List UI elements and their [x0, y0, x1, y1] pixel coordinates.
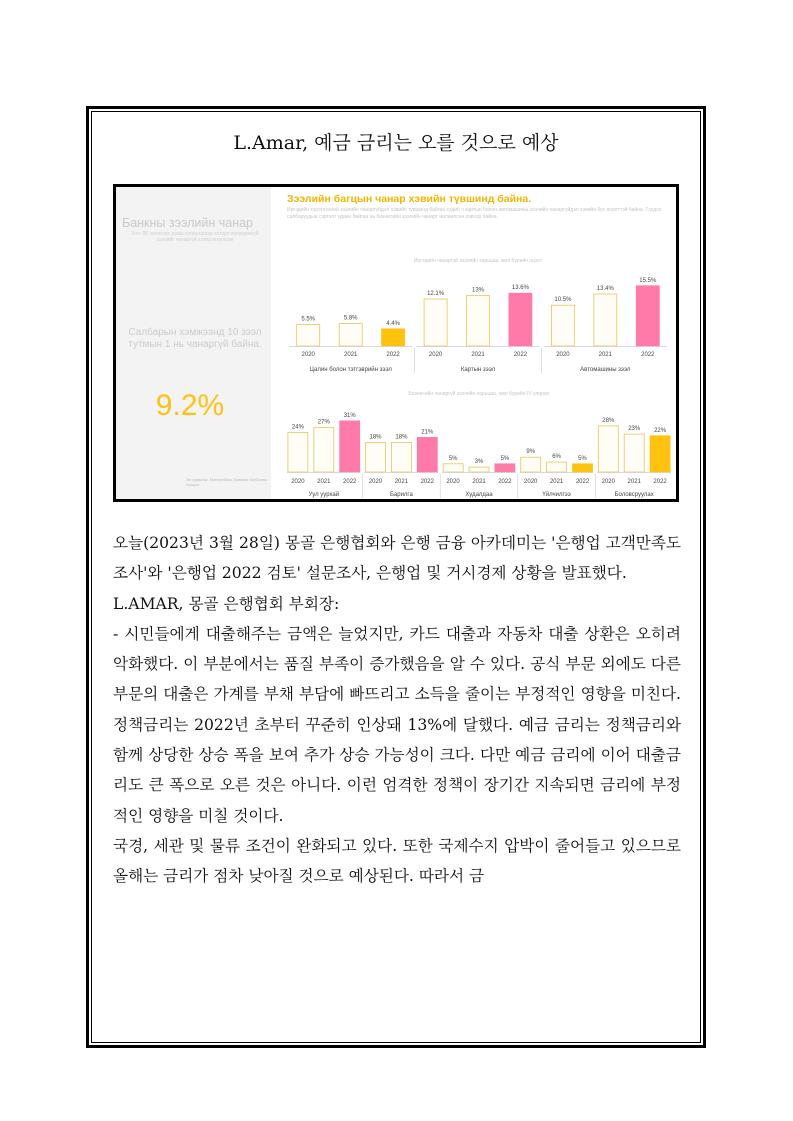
bar-data-label: 13% — [471, 287, 485, 294]
left-panel-subheading: Хэч: 90 хоногоос дээш хугацаагаар хэтэрч төлөгдөөгүй зээлийг чанаргүй зээлд ангилсан — [131, 231, 259, 243]
bar — [366, 442, 386, 472]
infographic-figure — [113, 184, 679, 502]
group-label: Картын зээл — [460, 367, 496, 373]
bar-category-label: 2020 — [291, 479, 305, 485]
chart-title: Бизнесийн чанаргүй зээлийн харьцаа, жил бүрийн IV улирал — [408, 391, 550, 397]
bar-category-label: 2021 — [549, 479, 564, 485]
right-panel-description-box — [287, 207, 673, 243]
bar-data-label: 3% — [474, 459, 484, 466]
bar — [547, 462, 567, 472]
left-panel-statement: Салбарын хэмжээнд 10 зээл тутмын 1 нь чанаргүй байна. — [128, 327, 262, 350]
bar-data-label: 28% — [602, 417, 615, 424]
bar — [297, 325, 320, 346]
bar — [594, 294, 617, 346]
right-panel-headline: Зээлийн багцын чанар хэвийн түвшинд байна. — [287, 193, 532, 205]
bar-data-label: 15.5% — [639, 277, 657, 284]
bar-data-label: 10.5% — [554, 297, 572, 304]
bar-data-label: 5.8% — [343, 315, 358, 322]
bar-data-label: 24% — [291, 424, 304, 431]
bar-category-label: 2021 — [471, 352, 485, 358]
article-paragraph: - 시민들에게 대출해주는 금액은 늘었지만, 카드 대출과 자동차 대출 상환은 오히려 악화했다. 이 부분에서는 품질 부족이 증가했음을 알 수 있다. 공식 부문 외에도 다른 부문의 대출은 가계를 부채 부담에 빠뜨리고 소득을 줄이는 부정적인 영향을 미친다. 정책금리는 2022년 초부터 꾸준히 인상돼 13%에 달했다. 예금 금리는 정책금리와 함께 상당한 상승 폭을 보여 추가 상승 가능성이 크다. 다만 예금 금리에 이어 대출금리도 큰 폭으로 오른 것은 아니다. 이런 엄격한 정책이 장기간 지속되면 금리에 부정적인 영향을 미칠 것이다. — [113, 624, 681, 825]
bar-data-label: 12.1% — [427, 291, 445, 297]
bar — [467, 296, 490, 347]
bar-data-label: 31% — [343, 412, 356, 419]
bar — [650, 436, 670, 472]
bar-data-label: 18% — [369, 434, 382, 441]
bar-data-label: 5.5% — [301, 316, 316, 323]
bar-data-label: 5% — [448, 455, 458, 462]
bar-category-label: 2021 — [394, 479, 409, 485]
bar — [288, 433, 308, 473]
bar-data-label: 23% — [628, 426, 641, 433]
bar-category-label: 2022 — [575, 479, 590, 485]
bar-category-label: 2020 — [601, 479, 615, 485]
group-label: Үйлчилгээ — [542, 492, 571, 498]
article-paragraph: 오늘(2023년 3월 28일) 몽골 은행협회와 은행 금융 아카데미는 '은행업 고객만족도 조사'와 '은행업 2022 검토' 설문조사, 은행업 및 거시경제 상황을 발표했다. — [113, 534, 681, 583]
bar-data-label: 4.4% — [386, 320, 400, 327]
bar-category-label: 2021 — [472, 479, 486, 485]
bar-category-label: 2022 — [343, 479, 357, 485]
bar — [314, 428, 334, 473]
bar-category-label: 2020 — [446, 479, 460, 485]
left-panel-subheading-box — [122, 231, 268, 259]
bar-data-label: 13.6% — [511, 285, 529, 292]
bar-data-label: 5% — [578, 455, 587, 462]
bar-data-label: 6% — [552, 454, 561, 461]
bar — [339, 324, 362, 347]
bar-category-label: 2022 — [386, 352, 400, 358]
bar-category-label: 2021 — [598, 352, 612, 358]
bar — [509, 293, 532, 346]
bar — [636, 286, 659, 346]
bar-data-label: 9% — [526, 449, 536, 456]
left-panel-source-box — [186, 477, 270, 495]
bar-data-label: 13.4% — [596, 286, 614, 292]
infographic-svg — [116, 187, 676, 499]
bar-category-label: 2021 — [317, 479, 331, 485]
bar-category-label: 2021 — [344, 352, 358, 358]
bar — [495, 464, 515, 472]
article-paragraph: L.AMAR, 몽골 은행협회 부회장: — [113, 594, 340, 613]
bar — [417, 437, 437, 472]
bar-category-label: 2022 — [420, 479, 434, 485]
group-label: Худалдаа — [465, 492, 493, 498]
bar — [551, 305, 574, 346]
bar-data-label: 18% — [395, 434, 408, 441]
bar — [598, 426, 618, 472]
bar-data-label: 5% — [500, 455, 510, 462]
bar-data-label: 27% — [317, 419, 330, 426]
group-label: Уул уурхай — [308, 492, 340, 498]
group-label: Автомашины зээл — [580, 367, 631, 373]
bar-category-label: 2020 — [428, 352, 443, 358]
bar-category-label: 2021 — [627, 479, 641, 485]
page-title: L.Amar, 예금 금리는 오를 것으로 예상 — [233, 132, 559, 154]
group-label: Боловсруулах — [614, 492, 654, 498]
bar — [469, 467, 489, 472]
bar — [443, 464, 463, 472]
bar-category-label: 2022 — [498, 479, 512, 485]
left-panel-heading: Банкны зээлийн чанар — [122, 216, 254, 230]
bar-data-label: 22% — [654, 427, 667, 434]
article-body — [113, 528, 681, 892]
bar — [340, 421, 360, 472]
bar-category-label: 2020 — [368, 479, 383, 485]
bar — [573, 464, 593, 472]
left-panel-statement-box — [126, 327, 264, 377]
article-paragraph: 국경, 세관 및 물류 조건이 완화되고 있다. 또한 국제수지 압박이 줄어들고 있으므로 올해는 금리가 점차 낮아질 것으로 예상된다. 따라서 금 — [113, 836, 681, 886]
bar-category-label: 2022 — [513, 352, 528, 358]
bar-category-label: 2022 — [653, 479, 667, 485]
bar-data-label: 21% — [421, 429, 434, 436]
bar-category-label: 2022 — [641, 352, 655, 358]
chart-title: Иргэдийн чанаргүй зээлийн харьцаа, жил бүрийн эцэст — [413, 258, 543, 264]
bar — [624, 434, 644, 472]
bar-category-label: 2020 — [301, 352, 315, 358]
right-panel-description: Иргэдийн хэрэглээний зээлийн чанаргүйдэл хэвийн түвшинд байгаа хэдий ч картын болон автомашины зээлийн чанаргүйдэл хэвийн бус өсөлттэй байна. Гэхдээ салбаруудын сэргэлт удаан байгаа нь бизнесийн зээлийн чанарт нөлөөлсөн хэвээр байна. — [287, 207, 662, 220]
group-label: Барилга — [389, 492, 413, 498]
group-label: Цалин болон тэтгэврийн зээл — [309, 367, 392, 373]
bar-category-label: 2020 — [524, 479, 538, 485]
bar — [391, 442, 411, 472]
bar — [424, 299, 447, 346]
left-panel-source: Эх сурвалж: Монголбанк, Банкны холбооны тооцоо — [186, 477, 268, 487]
bar — [521, 457, 541, 472]
left-panel-big-value: 9.2% — [155, 389, 225, 422]
bar — [382, 329, 405, 346]
bar-category-label: 2020 — [556, 352, 570, 358]
